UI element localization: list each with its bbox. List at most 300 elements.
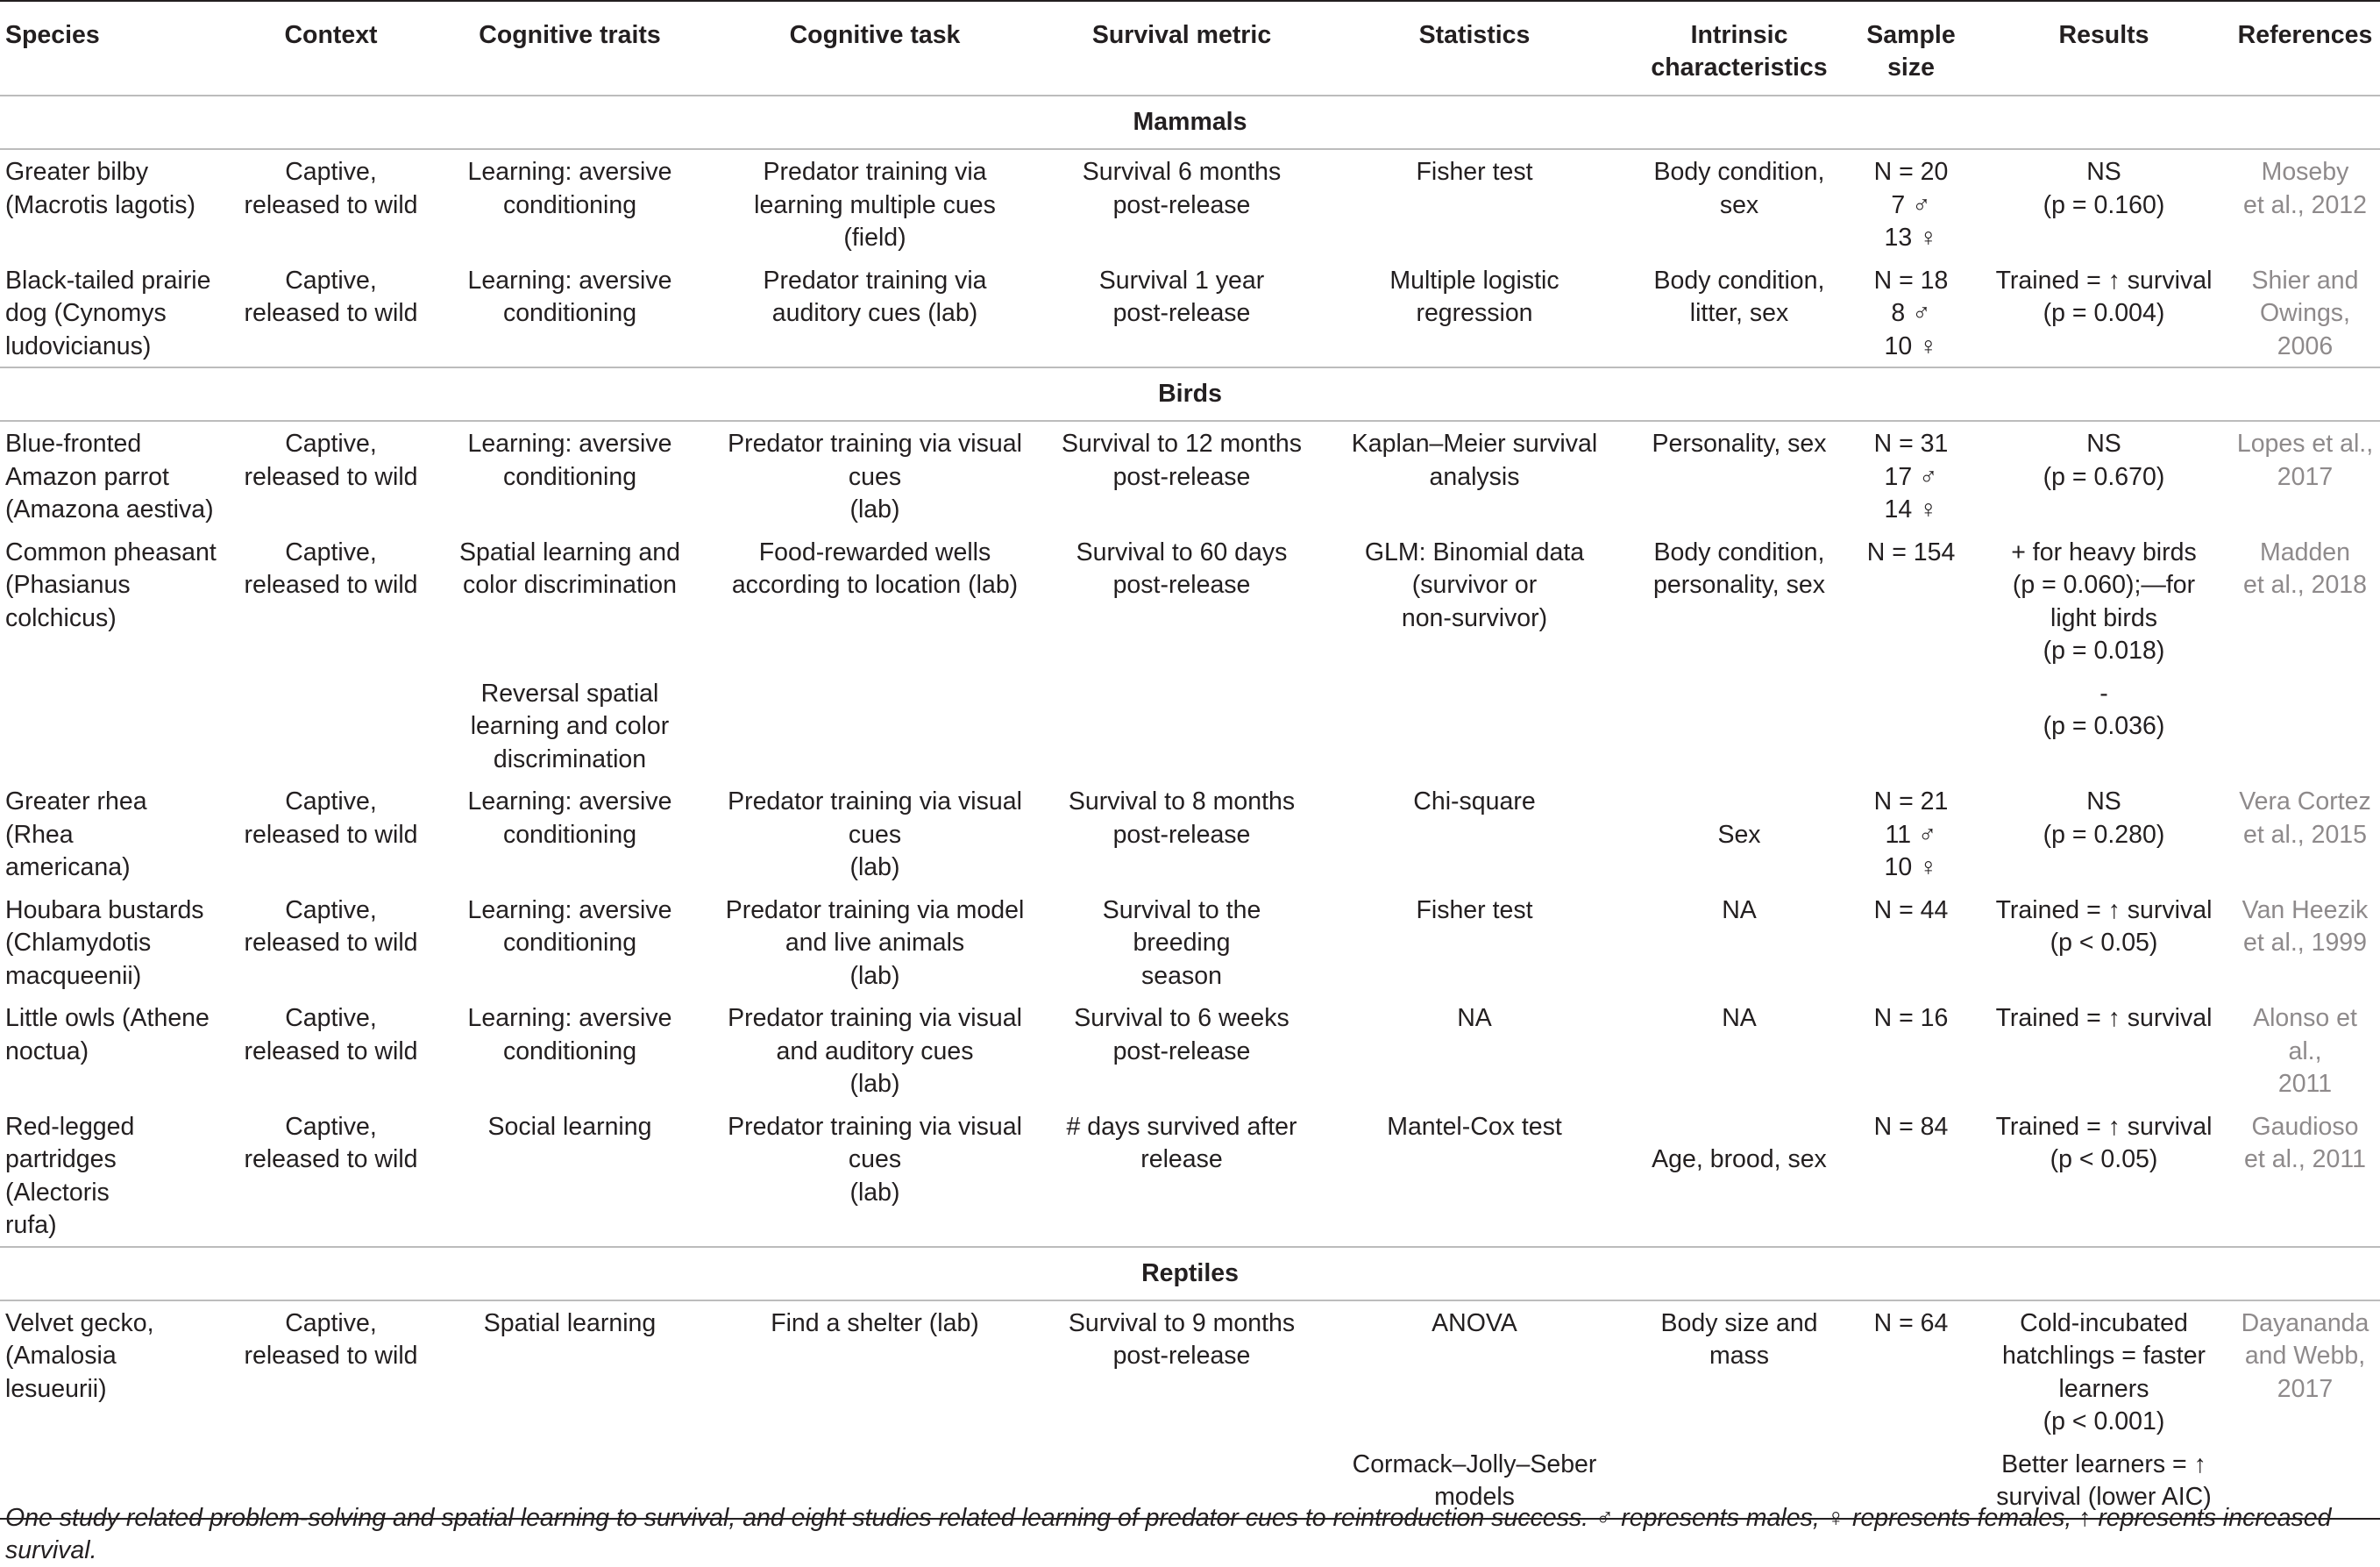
statistics-cell-line: Mantel-Cox test (1387, 1112, 1562, 1141)
cognitive-traits-cell-line: Reversal spatial (480, 679, 659, 708)
survival-metric-cell-line: release (1140, 1145, 1223, 1173)
context-cell-line: Captive, (285, 538, 377, 566)
species-cell-line: colchicus) (5, 603, 117, 632)
references-cell-line: Moseby (2261, 158, 2349, 186)
cognitive-traits-cell-line: learning and color (470, 712, 670, 740)
references-cell-line: Van Heezik (2241, 895, 2369, 924)
header-context: Context (284, 21, 378, 49)
survival-metric-cell-line: Survival to 8 months (1068, 787, 1296, 816)
sample-size-cell-line: N = 154 (1866, 538, 1956, 566)
survival-metric-cell (1048, 259, 1315, 368)
intrinsic-cell-line: Body condition, (1653, 266, 1825, 295)
species-cell-line: dog (Cynomys (5, 299, 167, 327)
species-cell (0, 1105, 224, 1247)
table-row (0, 149, 2380, 259)
cognitive-traits-cell-line: Spatial learning and (459, 538, 680, 566)
intrinsic-cell (1634, 1300, 1844, 1442)
statistics-cell (1315, 259, 1634, 368)
statistics-cell-line: Kaplan–Meier survival (1351, 430, 1598, 458)
cognitive-traits-cell (438, 1105, 701, 1247)
statistics-cell-line: regression (1416, 299, 1533, 327)
survival-metric-cell (1048, 672, 1315, 780)
statistics-cell-line: analysis (1429, 462, 1520, 491)
survival-metric-cell-line: Survival 6 months (1082, 158, 1282, 186)
references-cell-line: et al., 2015 (2242, 820, 2368, 849)
context-cell-line: Captive, (285, 787, 377, 816)
species-cell (0, 996, 224, 1105)
cognitive-task-cell-line: (lab) (849, 1178, 900, 1207)
survival-metric-cell-line: post-release (1112, 190, 1251, 219)
statistics-cell (1315, 1300, 1634, 1442)
context-cell (224, 531, 438, 672)
cognitive-task-cell (701, 672, 1048, 780)
results-cell-line: (p = 0.060);—for (2012, 571, 2196, 599)
survival-metric-cell-line: post-release (1112, 299, 1251, 327)
sample-size-cell (1844, 531, 1978, 672)
survival-metric-cell (1048, 1300, 1315, 1442)
survival-metric-cell-line: post-release (1112, 462, 1251, 491)
species-cell-line: Amazon parrot (5, 462, 169, 491)
intrinsic-cell-line: NA (1722, 1004, 1757, 1032)
sample-size-cell-line: 14 ♀ (1884, 495, 1938, 524)
cognitive-traits-cell-line: conditioning (502, 1036, 637, 1065)
intrinsic-cell (1634, 888, 1844, 997)
cognitive-task-cell-line: cues (848, 462, 902, 491)
header-cognitive-traits: Cognitive traits (479, 21, 661, 49)
table-row (0, 888, 2380, 997)
cognitive-traits-cell-line: Learning: aversive (467, 158, 672, 186)
references-cell (2230, 996, 2380, 1105)
references-cell (2230, 1105, 2380, 1247)
cognitive-traits-cell-line: discrimination (493, 744, 647, 773)
cognitive-task-cell-line: and live animals (785, 929, 965, 957)
sample-size-cell-line: N = 21 (1873, 787, 1949, 816)
results-cell-line: hatchlings = faster (2001, 1342, 2206, 1370)
cognitive-task-cell-line: learning multiple cues (754, 190, 996, 219)
results-cell-line: - (2099, 679, 2108, 708)
results-cell-line: Trained = ↑ survival (1995, 1004, 2213, 1032)
results-cell-line: Better learners = ↑ (2001, 1449, 2206, 1478)
intrinsic-cell (1634, 996, 1844, 1105)
intrinsic-cell (1634, 1105, 1844, 1247)
table-row (0, 780, 2380, 888)
results-cell-line: (p = 0.004) (2043, 299, 2165, 327)
results-cell (1978, 888, 2230, 997)
survival-metric-cell-line: Survival to 6 weeks (1074, 1004, 1289, 1032)
references-cell (2230, 672, 2380, 780)
context-cell (224, 1105, 438, 1247)
results-cell-line: (p = 0.670) (2043, 462, 2165, 491)
references-cell (2230, 1300, 2380, 1442)
cognitive-task-cell-line: cues (848, 820, 902, 849)
species-cell-line: (Macrotis lagotis) (5, 190, 195, 219)
context-cell-line: Captive, (285, 1004, 377, 1032)
results-cell (1978, 531, 2230, 672)
header-cognitive-task: Cognitive task (789, 21, 961, 49)
results-cell-line: NS (2086, 787, 2121, 816)
cognitive-traits-cell-line: color discrimination (463, 571, 677, 599)
results-cell-line: (p = 0.280) (2043, 820, 2165, 849)
sample-size-cell (1844, 672, 1978, 780)
references-cell (2230, 421, 2380, 531)
references-cell-line: Gaudioso (2251, 1112, 2359, 1141)
statistics-cell-line: Chi-square (1413, 787, 1536, 816)
cognitive-task-cell-line: Predator training via (763, 158, 987, 186)
context-cell-line: released to wild (244, 299, 418, 327)
statistics-cell (1315, 1105, 1634, 1247)
cognitive-task-cell (701, 421, 1048, 531)
group-label-reptiles: Reptiles (0, 1247, 2380, 1300)
sample-size-cell (1844, 996, 1978, 1105)
cognitive-task-cell (701, 531, 1048, 672)
species-cell (0, 149, 224, 259)
statistics-cell (1315, 780, 1634, 888)
species-cell-line: Houbara bustards (5, 895, 204, 924)
cognitive-task-cell (701, 780, 1048, 888)
table-row (0, 531, 2380, 672)
results-cell-line: Cold-incubated (2020, 1308, 2188, 1337)
survival-metric-cell-line: post-release (1112, 820, 1251, 849)
header-species: Species (5, 21, 100, 49)
header-survival-metric: Survival metric (1091, 21, 1272, 49)
sample-size-cell-line: N = 16 (1873, 1004, 1949, 1032)
sample-size-cell-line: 13 ♀ (1884, 224, 1938, 252)
intrinsic-cell-line: sex (1719, 190, 1759, 219)
species-cell-line: ludovicianus) (5, 331, 152, 360)
species-cell-line: (Phasianus (5, 571, 131, 599)
table-row (0, 421, 2380, 531)
species-cell-line: Black-tailed prairie (5, 266, 211, 295)
references-cell-line: et al., 1999 (2242, 929, 2368, 957)
sample-size-cell (1844, 1105, 1978, 1247)
sample-size-cell-line: N = 84 (1873, 1112, 1949, 1141)
intrinsic-cell-line: Personality, sex (1652, 430, 1827, 458)
results-cell-line: (p = 0.036) (2043, 712, 2165, 740)
context-cell-line: Captive, (285, 1308, 377, 1337)
references-cell-line: 2011 (2277, 1070, 2333, 1098)
header-sample-size: Sample size (1866, 21, 1956, 82)
sample-size-cell-line: N = 20 (1873, 158, 1949, 186)
survival-metric-cell-line: post-release (1112, 571, 1251, 599)
references-cell-line: et al., 2011 (2244, 1145, 2366, 1173)
cognitive-traits-cell (438, 780, 701, 888)
cognitive-task-cell (701, 1300, 1048, 1442)
intrinsic-cell (1634, 149, 1844, 259)
cognitive-traits-cell (438, 259, 701, 368)
context-cell-line: released to wild (244, 1145, 418, 1173)
cognitive-traits-cell-line: Social learning (487, 1112, 652, 1141)
cognitive-traits-cell-line: conditioning (502, 820, 637, 849)
species-cell-line: Blue-fronted (5, 430, 142, 458)
group-row-birds (0, 367, 2380, 421)
results-cell-line: light birds (2050, 603, 2157, 632)
cognitive-task-cell-line: cues (848, 1145, 902, 1173)
header-results: Results (2058, 21, 2149, 49)
sample-size-cell-line: 11 ♂ (1885, 820, 1937, 849)
context-cell-line: Captive, (285, 266, 377, 295)
cognitive-task-cell-line: Predator training via visual (728, 430, 1022, 458)
context-cell-line: released to wild (244, 190, 418, 219)
cognitive-task-cell-line: Find a shelter (lab) (771, 1308, 979, 1337)
statistics-cell (1315, 888, 1634, 997)
context-cell (224, 996, 438, 1105)
intrinsic-cell (1634, 531, 1844, 672)
cognitive-traits-cell-line: conditioning (502, 299, 637, 327)
references-cell-line: Shier and (2251, 266, 2359, 295)
table-footnote: One study related problem-solving and spatial learning to survival, and eight studies related learning of predator cues to reintroduction success. ♂ represents males, ♀ represents females, ↑ represents increased survival. (5, 1504, 2332, 1564)
survival-metric-cell (1048, 149, 1315, 259)
cognitive-traits-cell (438, 996, 701, 1105)
species-cell-line: americana) (5, 853, 131, 881)
survival-metric-cell (1048, 780, 1315, 888)
context-cell (224, 259, 438, 368)
species-cell-line: noctua) (5, 1036, 89, 1065)
cognitive-traits-cell (438, 149, 701, 259)
cognitive-task-cell (701, 259, 1048, 368)
species-cell-line: Greater bilby (5, 158, 149, 186)
references-cell-line: Alonso et al., (2253, 1004, 2357, 1065)
references-cell (2230, 259, 2380, 368)
survival-metric-cell (1048, 888, 1315, 997)
cognitive-task-cell (701, 888, 1048, 997)
sample-size-cell (1844, 421, 1978, 531)
cognitive-task-cell-line: Predator training via (763, 266, 987, 295)
species-cell-line: partridges (Alectoris (5, 1145, 117, 1207)
species-cell (0, 531, 224, 672)
cognitive-traits-cell (438, 421, 701, 531)
cognitive-task-cell (701, 1105, 1048, 1247)
cognitive-task-cell-line: (lab) (849, 1070, 900, 1098)
cognitive-task-cell-line: auditory cues (lab) (771, 299, 978, 327)
statistics-cell (1315, 996, 1634, 1105)
statistics-cell-line: NA (1457, 1004, 1492, 1032)
species-cell (0, 672, 224, 780)
statistics-cell (1315, 421, 1634, 531)
results-cell-line: (p < 0.05) (2050, 1145, 2158, 1173)
references-cell-line: Dayananda (2241, 1308, 2369, 1337)
statistics-cell (1315, 149, 1634, 259)
group-label-birds: Birds (0, 367, 2380, 421)
intrinsic-cell-line: Body size and (1660, 1308, 1818, 1337)
species-cell-line: Greater rhea (Rhea (5, 787, 147, 849)
sample-size-cell-line: N = 64 (1873, 1308, 1949, 1337)
species-cell (0, 1300, 224, 1442)
table-row (0, 1300, 2380, 1442)
survival-metric-cell-line: Survival to the breeding (1102, 895, 1261, 957)
group-label-mammals: Mammals (0, 96, 2380, 149)
results-cell (1978, 259, 2230, 368)
context-cell-line: released to wild (244, 462, 418, 491)
sample-size-cell (1844, 888, 1978, 997)
intrinsic-cell (1634, 259, 1844, 368)
context-cell-line: released to wild (244, 820, 418, 849)
context-cell-line: released to wild (244, 929, 418, 957)
sample-size-cell-line: 7 ♂ (1891, 190, 1931, 219)
context-cell (224, 672, 438, 780)
species-cell (0, 259, 224, 368)
results-cell (1978, 780, 2230, 888)
cognitive-task-cell-line: Food-rewarded wells (758, 538, 991, 566)
species-cell (0, 421, 224, 531)
species-cell-line: Red-legged (5, 1112, 135, 1141)
survival-metric-cell (1048, 996, 1315, 1105)
species-cell-line: (Amalosia lesueurii) (5, 1342, 117, 1403)
intrinsic-cell-line: Sex (1717, 820, 1761, 849)
header-references: References (2237, 21, 2373, 49)
sample-size-cell-line: N = 18 (1873, 266, 1949, 295)
cognitive-traits-cell-line: conditioning (502, 190, 637, 219)
intrinsic-cell-line: NA (1722, 895, 1757, 924)
survival-metric-cell-line: post-release (1112, 1036, 1251, 1065)
survival-metric-cell (1048, 531, 1315, 672)
survival-metric-cell-line: Survival to 12 months (1061, 430, 1303, 458)
cognitive-traits-cell (438, 672, 701, 780)
header-statistics: Statistics (1418, 21, 1531, 49)
results-cell-line: (p = 0.018) (2043, 637, 2165, 665)
statistics-cell-line: GLM: Binomial data (1364, 538, 1585, 566)
cognitive-traits-cell-line: conditioning (502, 929, 637, 957)
species-cell (0, 888, 224, 997)
context-cell-line: Captive, (285, 895, 377, 924)
survival-metric-cell-line: # days survived after (1066, 1112, 1297, 1141)
results-cell-line: (p = 0.160) (2043, 190, 2165, 219)
sample-size-cell-line: 8 ♂ (1891, 299, 1931, 327)
cognitive-task-cell-line: Predator training via visual (728, 787, 1022, 816)
cognitive-traits-cell-line: Learning: aversive (467, 1004, 672, 1032)
group-row-reptiles (0, 1247, 2380, 1300)
context-cell-line: Captive, (285, 158, 377, 186)
context-cell-line: released to wild (244, 1036, 418, 1065)
statistics-cell-line: models (1434, 1483, 1515, 1511)
references-cell-line: Madden (2260, 538, 2350, 566)
intrinsic-cell-line: litter, sex (1689, 299, 1789, 327)
cognitive-traits-cell-line: conditioning (502, 462, 637, 491)
results-cell-line: NS (2086, 430, 2121, 458)
results-cell-line: (p < 0.001) (2043, 1407, 2165, 1435)
table-row (0, 996, 2380, 1105)
references-cell-line: 2006 (2277, 331, 2334, 360)
intrinsic-cell (1634, 780, 1844, 888)
sample-size-cell-line: 10 ♀ (1884, 853, 1938, 881)
cognitive-traits-cell (438, 888, 701, 997)
species-cell-line: (Amazona aestiva) (5, 495, 214, 524)
references-cell-line: 2017 (2277, 462, 2334, 491)
context-cell-line: Captive, (285, 430, 377, 458)
context-cell (224, 149, 438, 259)
results-cell-line: + for heavy birds (2011, 538, 2197, 566)
table-row (0, 1105, 2380, 1247)
statistics-cell-line: (survivor or (1411, 571, 1538, 599)
cognitive-traits-cell-line: Learning: aversive (467, 266, 672, 295)
context-cell (224, 1300, 438, 1442)
cognitive-traits-cell-line: Spatial learning (483, 1308, 657, 1337)
sample-size-cell (1844, 259, 1978, 368)
statistics-cell (1315, 672, 1634, 780)
species-cell-line: rufa) (5, 1211, 57, 1239)
cognitive-task-cell-line: (lab) (849, 961, 900, 990)
references-cell-line: and Webb, (2244, 1342, 2366, 1370)
intrinsic-cell-line: personality, sex (1653, 571, 1825, 599)
references-cell (2230, 780, 2380, 888)
statistics-cell-line: ANOVA (1432, 1308, 1517, 1337)
results-cell (1978, 421, 2230, 531)
results-cell (1978, 996, 2230, 1105)
references-cell (2230, 149, 2380, 259)
cognitive-task-cell-line: (lab) (849, 495, 900, 524)
sample-size-cell-line: N = 31 (1873, 430, 1949, 458)
survival-metric-cell-line: season (1141, 961, 1222, 990)
survival-metric-cell-line: Survival 1 year (1098, 266, 1265, 295)
group-row-mammals (0, 96, 2380, 149)
references-cell-line: Vera Cortez (2239, 787, 2371, 816)
results-cell (1978, 149, 2230, 259)
sample-size-cell-line: 10 ♀ (1884, 331, 1938, 360)
statistics-cell-line: Cormack–Jolly–Seber (1352, 1449, 1597, 1478)
context-cell (224, 888, 438, 997)
context-cell-line: released to wild (244, 1342, 418, 1370)
statistics-cell-line: non-survivor) (1401, 603, 1548, 632)
cognitive-traits-cell (438, 1300, 701, 1442)
results-cell-line: Trained = ↑ survival (1995, 895, 2213, 924)
table-row (0, 259, 2380, 368)
statistics-cell-line: Fisher test (1416, 158, 1533, 186)
survival-metric-cell-line: Survival to 60 days (1076, 538, 1288, 566)
cognitive-task-cell-line: according to location (lab) (731, 571, 1019, 599)
species-cell-line: Common pheasant (5, 538, 217, 566)
cognitive-task-cell (701, 996, 1048, 1105)
survival-metric-cell (1048, 421, 1315, 531)
statistics-cell-line: Multiple logistic (1389, 266, 1559, 295)
statistics-cell-line: Fisher test (1416, 895, 1533, 924)
references-cell (2230, 531, 2380, 672)
results-cell (1978, 1300, 2230, 1442)
sample-size-cell (1844, 780, 1978, 888)
intrinsic-cell-line: Body condition, (1653, 538, 1825, 566)
cognitive-task-cell-line: (lab) (849, 853, 900, 881)
cognitive-traits-cell-line: Learning: aversive (467, 895, 672, 924)
references-cell-line: et al., 2012 (2242, 190, 2368, 219)
results-cell-line: NS (2086, 158, 2121, 186)
statistics-cell (1315, 531, 1634, 672)
header-row (0, 1, 2380, 96)
references-cell-line: Lopes et al., (2236, 430, 2374, 458)
references-cell-line: 2017 (2277, 1374, 2334, 1403)
context-cell-line: released to wild (244, 571, 418, 599)
intrinsic-cell (1634, 421, 1844, 531)
survival-metric-cell-line: Survival to 9 months (1068, 1308, 1296, 1337)
cognitive-traits-cell-line: Learning: aversive (467, 430, 672, 458)
intrinsic-cell-line: mass (1709, 1342, 1770, 1370)
species-cell-line: (Chlamydotis (5, 929, 152, 957)
cognitive-task-cell-line: (field) (843, 224, 906, 252)
cognitive-task-cell-line: Predator training via visual (728, 1112, 1022, 1141)
context-cell-line: Captive, (285, 1112, 377, 1141)
references-cell-line: Owings, (2260, 299, 2350, 327)
sample-size-cell-line: N = 44 (1873, 895, 1949, 924)
cognitive-task-cell-line: Predator training via model (725, 895, 1025, 924)
sample-size-cell (1844, 149, 1978, 259)
context-cell (224, 421, 438, 531)
survival-metric-cell (1048, 1105, 1315, 1247)
species-cell-line: macqueenii) (5, 961, 142, 990)
results-cell-line: Trained = ↑ survival (1995, 266, 2213, 295)
cognitive-task-cell (701, 149, 1048, 259)
references-cell-line: et al., 2018 (2242, 571, 2368, 599)
intrinsic-cell-line: Body condition, (1653, 158, 1825, 186)
species-cell-line: Little owls (Athene (5, 1004, 210, 1032)
cognitive-task-cell-line: and auditory cues (776, 1036, 974, 1065)
results-cell-line: survival (lower AIC) (1996, 1483, 2212, 1511)
